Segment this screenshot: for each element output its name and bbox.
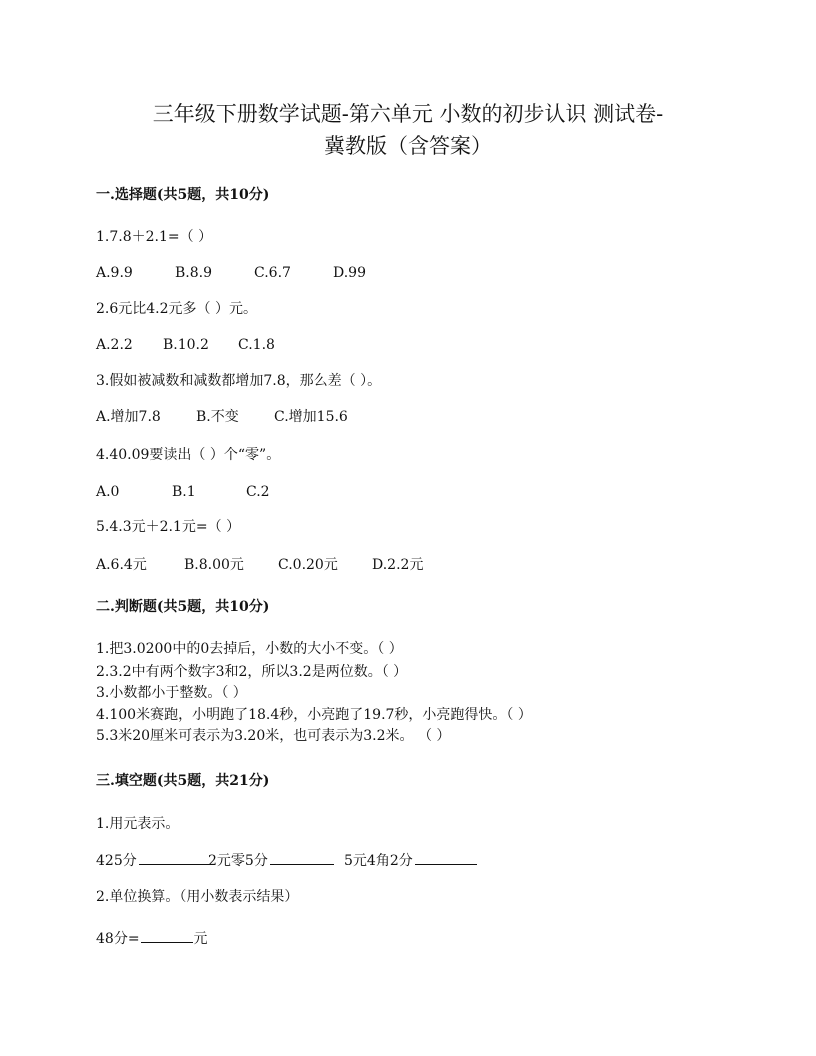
answer-blank[interactable] xyxy=(139,851,211,865)
section-heading-fill: 三.填空题(共5题，共21分) xyxy=(96,773,270,789)
option-b: B.不变 xyxy=(196,409,239,425)
question-stem: 3.假如被减数和减数都增加7.8，那么差（ ）。 xyxy=(96,373,382,389)
option-c: C.6.7 xyxy=(254,265,291,281)
answer-blank[interactable] xyxy=(415,851,477,865)
fill-label: 2元零5分 xyxy=(208,853,268,869)
page-title-line2: 冀教版（含答案） xyxy=(324,134,492,158)
option-a: A.增加7.8 xyxy=(96,409,161,425)
judge-item: 3.小数都小于整数。（ ） xyxy=(96,685,247,701)
answer-blank[interactable] xyxy=(141,929,193,943)
section-heading-choice: 一.选择题(共5题，共10分) xyxy=(96,187,270,203)
option-b: B.1 xyxy=(172,484,196,500)
question-stem: 1.用元表示。 xyxy=(96,816,180,832)
judge-item: 2.3.2中有两个数字3和2，所以3.2是两位数。（ ） xyxy=(96,664,408,680)
fill-unit: 元 xyxy=(193,931,208,947)
option-a: A.2.2 xyxy=(96,337,133,353)
section-heading-judge: 二.判断题(共5题，共10分) xyxy=(96,599,270,615)
option-a: A.9.9 xyxy=(96,265,133,281)
question-stem: 4.40.09要读出（ ）个“零”。 xyxy=(96,447,281,463)
option-c: C.1.8 xyxy=(238,337,275,353)
judge-item: 4.100米赛跑，小明跑了18.4秒，小亮跑了19.7秒，小亮跑得快。（ ） xyxy=(96,707,532,723)
fill-label: 48分= xyxy=(96,931,140,947)
question-stem: 5.4.3元＋2.1元=（ ） xyxy=(96,519,241,535)
option-b: B.8.00元 xyxy=(184,557,244,573)
fill-row xyxy=(96,929,208,948)
fill-item xyxy=(96,851,215,870)
question-stem: 2.6元比4.2元多（ ）元。 xyxy=(96,301,257,317)
option-c: C.2 xyxy=(246,484,270,500)
answer-blank[interactable] xyxy=(270,851,334,865)
judge-item: 5.3米20厘米可表示为3.20米，也可表示为3.2米。 （ ） xyxy=(96,728,451,744)
option-a: A.6.4元 xyxy=(96,557,147,573)
fill-item xyxy=(208,851,338,870)
option-c: C.增加15.6 xyxy=(274,409,348,425)
option-c: C.0.20元 xyxy=(278,557,338,573)
question-stem: 1.7.8＋2.1=（ ） xyxy=(96,229,213,245)
fill-label: 5元4角2分 xyxy=(344,853,413,869)
option-b: B.8.9 xyxy=(175,265,213,281)
option-b: B.10.2 xyxy=(163,337,209,353)
option-a: A.0 xyxy=(96,484,120,500)
fill-label: 425分 xyxy=(96,853,137,869)
page-title-line1: 三年级下册数学试题-第六单元 小数的初步认识 测试卷- xyxy=(152,102,664,126)
question-stem: 2.单位换算。（用小数表示结果） xyxy=(96,889,299,905)
judge-item: 1.把3.0200中的0去掉后，小数的大小不变。（ ） xyxy=(96,641,403,657)
option-d: D.99 xyxy=(333,265,366,281)
fill-item xyxy=(344,851,481,870)
option-d: D.2.2元 xyxy=(372,557,424,573)
